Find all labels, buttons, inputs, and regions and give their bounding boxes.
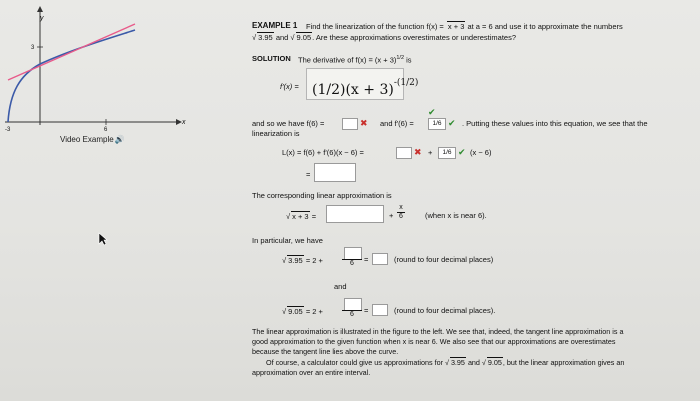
and-fprime-text: and f'(6) = — [380, 119, 414, 128]
derivative-text — [298, 54, 412, 65]
conclusion-line-3: because the tangent line lies above the curve. — [252, 347, 399, 356]
L-equation: L(x) = f(6) + f'(6)(x − 6) = — [282, 148, 364, 157]
mouse-cursor-icon — [98, 232, 108, 246]
approx-lhs: √ x + 3 = — [286, 212, 317, 221]
problem-text-b: at a = 6 and use it to approximate the numbers — [467, 22, 623, 31]
check-icon: ✔ — [458, 147, 466, 157]
approx-eq: = — [311, 212, 317, 221]
conclusion-line-5: approximation over an entire interval. — [252, 368, 371, 377]
problem-and: and — [275, 33, 289, 42]
approx2-den: 6 — [350, 311, 354, 318]
fprime-lhs: f'(x) = — [280, 82, 299, 91]
graph-svg — [0, 0, 200, 200]
L-slope-input[interactable]: 1/6 — [438, 147, 456, 159]
problem-text-a: Find the linearization of the function f(x) = — [306, 22, 444, 31]
check-icon: ✔ — [448, 118, 456, 128]
L-plus: + — [428, 148, 433, 157]
approx1-lhs: √ 3.95 = 2 + — [282, 256, 323, 265]
conclusion-paragraph — [252, 327, 692, 378]
approx-plus: + — [389, 211, 394, 220]
problem-n2: 9.05 — [296, 33, 312, 42]
L-simplified-input[interactable] — [314, 163, 356, 182]
y-axis-label: y — [40, 15, 44, 22]
deriv-is: is — [406, 55, 412, 65]
linearization-text: linearization is — [252, 129, 300, 138]
approx2-n2: 9.05 — [288, 307, 303, 316]
line4-n2: 9.05 — [487, 358, 502, 367]
tick-left: -3 — [5, 127, 11, 133]
approx1-den: 6 — [350, 260, 354, 267]
approx2-eq: = — [364, 306, 369, 315]
and-word: and — [334, 282, 347, 291]
approx2-tail: = 2 + — [305, 307, 323, 316]
approx-constant-input[interactable] — [326, 205, 384, 223]
x-axis-label: x — [182, 119, 186, 126]
round1-text: (round to four decimal places) — [394, 255, 494, 264]
example-label: EXAMPLE 1 — [252, 21, 298, 30]
approx2-lhs: √ 9.05 = 2 + — [282, 307, 323, 316]
when-near-text: (when x is near 6). — [425, 211, 487, 220]
x-mark-icon: ✖ — [360, 118, 368, 128]
deriv-text: The derivative of f(x) = (x + 3) — [298, 55, 397, 65]
fprime6-input[interactable]: 1/6 — [428, 118, 446, 130]
linearization-graph — [0, 0, 200, 200]
check-icon: ✔ — [428, 107, 436, 117]
problem-sqrt: x + 3 — [447, 22, 465, 31]
problem-text-c: . Are these approximations overestimates or underestimates? — [312, 33, 517, 42]
frac-num: x — [397, 204, 405, 213]
particular-text: In particular, we have — [252, 236, 323, 245]
conclusion-line-2: good approximation to the given function when x is near 6. We also see that our approximations are overestimates — [252, 337, 616, 346]
conclusion-line-4: Of course, a calculator could give us approximations for √ 3.95 and √ 9.05, but the linear approximation gives an — [266, 358, 625, 367]
deriv-exponent: 1/2 — [396, 55, 405, 61]
problem-line-2: √ 3.95 and √ 9.05. Are these approximations overestimates or underestimates? — [252, 33, 517, 42]
x-mark-icon: ✖ — [414, 147, 422, 157]
putting-text: . Putting these values into this equation, we see that the — [462, 119, 648, 128]
video-example-label: Video Example — [60, 135, 114, 144]
L-constant-input[interactable] — [396, 147, 412, 159]
y-axis-arrow — [37, 6, 43, 12]
so-we-have-text: and so we have f(6) = — [252, 119, 325, 128]
approx-lhs-func: x + 3 — [292, 212, 309, 221]
approx1-result-input[interactable] — [372, 253, 388, 265]
line4-and: and — [467, 358, 480, 367]
line4-a: Of course, a calculator could give us approximations for — [266, 358, 443, 367]
L-eq-sign: = — [306, 170, 311, 179]
approx1-eq: = — [364, 255, 369, 264]
speaker-icon: 🔊 — [114, 135, 125, 144]
formula-exponent: -(1/2) — [393, 78, 419, 88]
frac-den: 6 — [399, 213, 403, 220]
tick-right: 6 — [104, 127, 108, 133]
tick-top: 3 — [31, 45, 35, 51]
problem-line-1 — [306, 21, 623, 31]
approx1-n1: 3.95 — [288, 256, 303, 265]
line4-b: , but the linear approximation gives an — [502, 358, 625, 367]
curve-sqrt — [8, 30, 135, 122]
line4-n1: 3.95 — [450, 358, 465, 367]
approx1-tail: = 2 + — [305, 256, 323, 265]
derivative-formula — [312, 71, 418, 102]
f6-input[interactable] — [342, 118, 358, 130]
L-tail: (x − 6) — [470, 148, 492, 157]
conclusion-line-1: The linear approximation is illustrated in the figure to the left. We see that, indeed, the tangent line approximation is a — [252, 327, 624, 336]
tangent-line — [8, 24, 135, 80]
content-panel — [252, 0, 697, 401]
approx-intro: The corresponding linear approximation is — [252, 191, 392, 200]
solution-label: SOLUTION — [252, 54, 291, 63]
video-example-link[interactable] — [60, 135, 125, 144]
problem-n1: 3.95 — [258, 33, 273, 42]
approx2-result-input[interactable] — [372, 304, 388, 316]
round2-text: (round to four decimal places). — [394, 306, 496, 315]
formula-text: (1/2)(x + 3) — [312, 82, 394, 98]
